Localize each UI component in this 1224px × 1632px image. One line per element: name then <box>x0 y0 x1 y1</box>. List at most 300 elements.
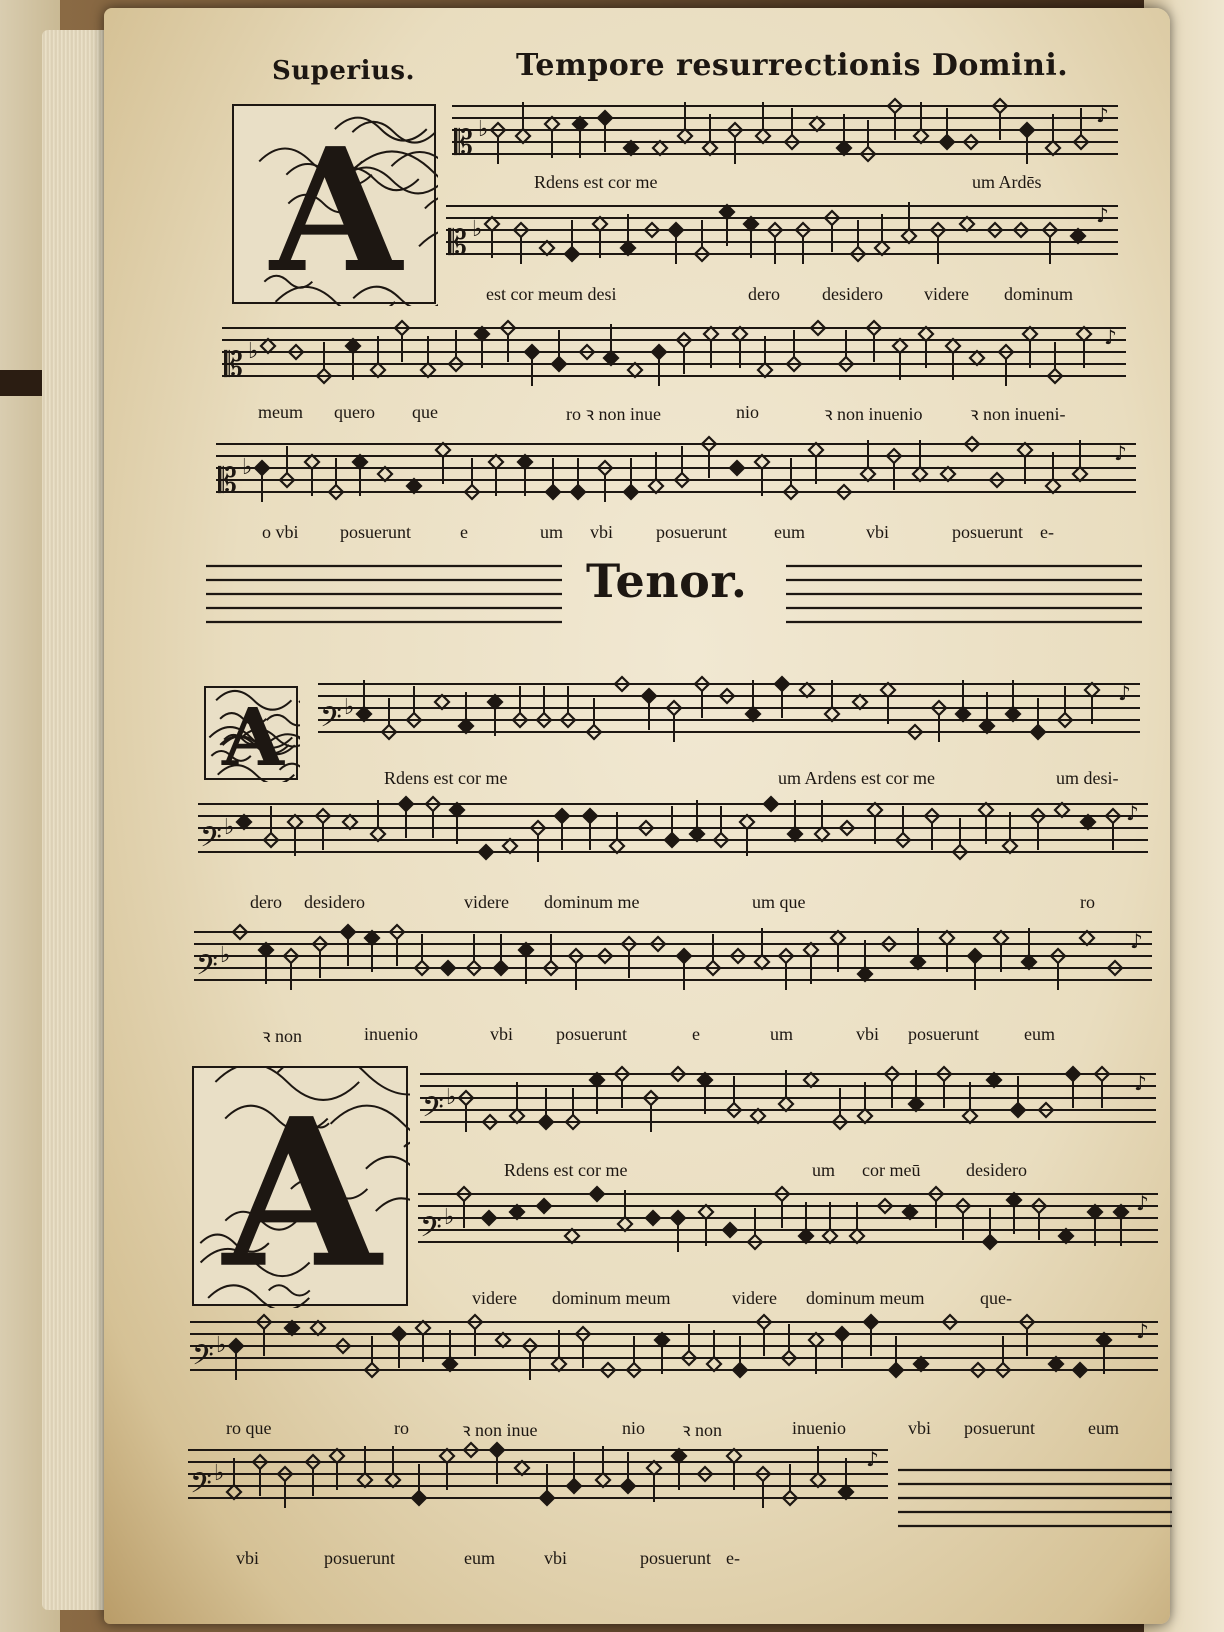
note-head <box>565 247 579 261</box>
f-clef-icon: 𝄢 <box>320 701 342 741</box>
lyric-syllable: ꝛ non <box>262 1026 303 1046</box>
note-head <box>540 241 554 255</box>
lyric-syllable: um Ardens est cor me <box>778 768 935 788</box>
note-head <box>956 707 970 721</box>
note-head <box>723 1223 737 1237</box>
note-head <box>288 815 302 829</box>
lyric-syllable: dero <box>250 892 282 912</box>
note-head <box>518 455 532 469</box>
note-head <box>825 707 839 721</box>
note-head <box>510 1205 524 1219</box>
note-head <box>839 1485 853 1499</box>
lyric-syllable: posuerunt <box>340 522 411 542</box>
note-head <box>804 1073 818 1087</box>
note-head <box>494 961 508 975</box>
music-staff <box>420 1064 1156 1142</box>
note-head <box>441 961 455 975</box>
lyric-syllable: vbi <box>908 1418 932 1438</box>
note-head <box>285 1321 299 1335</box>
lyric-syllable: ꝛ non <box>682 1420 723 1440</box>
custos-icon: ♪ <box>1096 203 1109 227</box>
note-head <box>515 1461 529 1475</box>
note-head <box>510 1109 524 1123</box>
note-head <box>853 695 867 709</box>
note-head <box>546 485 560 499</box>
lyric-syllable: videre <box>732 1288 777 1308</box>
note-head <box>450 803 464 817</box>
note-head <box>540 1491 554 1505</box>
note-head <box>913 467 927 481</box>
lyric-syllable: dominum me <box>544 892 640 912</box>
note-head <box>903 1205 917 1219</box>
lyric-syllable: vbi <box>544 1548 568 1568</box>
note-head <box>810 117 824 131</box>
initial-letter: A <box>270 111 402 306</box>
note-head <box>698 1073 712 1087</box>
custos-icon: ♪ <box>1118 681 1131 705</box>
note-head <box>227 1485 241 1499</box>
music-staff <box>446 196 1118 274</box>
note-head <box>775 677 789 691</box>
note-head <box>987 1073 1001 1087</box>
note-head <box>678 129 692 143</box>
note-head <box>496 1333 510 1347</box>
flat-sign-icon: ♭ <box>344 695 355 720</box>
lyric-syllable: ꝛ non inuenio <box>824 404 923 424</box>
music-staff <box>318 674 1140 752</box>
note-head <box>788 827 802 841</box>
note-head <box>459 719 473 733</box>
lyric-syllable: dominum meum <box>806 1288 925 1308</box>
note-head <box>229 1339 243 1353</box>
note-head <box>552 357 566 371</box>
note-head <box>642 689 656 703</box>
note-head <box>365 931 379 945</box>
custos-icon: ♪ <box>1096 103 1109 127</box>
lyric-syllable: Rdens est cor me <box>504 1160 628 1180</box>
note-head <box>392 1327 406 1341</box>
f-clef-icon: 𝄢 <box>196 949 218 989</box>
note-head <box>1003 839 1017 853</box>
lyric-syllable: inuenio <box>792 1418 846 1438</box>
lyric-syllable: nio <box>736 402 760 422</box>
note-head <box>565 1229 579 1243</box>
note-head <box>1022 955 1036 969</box>
note-head <box>672 1449 686 1463</box>
note-head <box>835 1327 849 1341</box>
note-head <box>858 1109 872 1123</box>
note-head <box>516 129 530 143</box>
lyric-syllable: vbi <box>236 1548 260 1568</box>
note-head <box>371 363 385 377</box>
note-head <box>911 955 925 969</box>
note-head <box>914 1357 928 1371</box>
lyric-syllable: vbi <box>590 522 614 542</box>
note-head <box>963 1109 977 1123</box>
decorated-initial-a-small <box>204 686 298 780</box>
note-head <box>799 1229 813 1243</box>
lyric-syllable: desidero <box>822 284 883 304</box>
note-head <box>435 695 449 709</box>
lyric-syllable: videre <box>924 284 969 304</box>
note-head <box>740 815 754 829</box>
note-head <box>655 1333 669 1347</box>
lyric-syllable: videre <box>472 1288 517 1308</box>
lyric-syllable: Rdens est cor me <box>534 172 658 192</box>
note-head <box>751 1109 765 1123</box>
lyric-syllable: inuenio <box>364 1024 418 1044</box>
note-head <box>733 1363 747 1377</box>
music-staff <box>194 922 1152 1000</box>
lyric-syllable: ꝛ non inueni- <box>970 404 1066 424</box>
note-head <box>946 339 960 353</box>
part-label-superius: Superius. <box>272 56 416 86</box>
note-head <box>800 683 814 697</box>
part-label-tenor: Tenor. <box>586 554 748 608</box>
lyric-syllable: que- <box>980 1288 1012 1308</box>
woodcut-ornament-icon <box>234 106 438 306</box>
lyric-syllable: nio <box>622 1418 646 1438</box>
lyric-syllable: dominum <box>1004 284 1074 304</box>
flat-sign-icon: ♭ <box>216 1333 227 1358</box>
note-head <box>490 1443 504 1457</box>
initial-letter: A <box>222 690 284 782</box>
note-head <box>590 1187 604 1201</box>
lyric-syllable: vbi <box>490 1024 514 1044</box>
custos-icon: ♪ <box>1130 929 1143 953</box>
note-head <box>960 217 974 231</box>
note-head <box>979 803 993 817</box>
lyric-syllable: um <box>770 1024 794 1044</box>
note-head <box>305 455 319 469</box>
note-head <box>815 827 829 841</box>
lyric-syllable: um que <box>752 892 806 912</box>
note-head <box>1114 1205 1128 1219</box>
note-head <box>983 1235 997 1249</box>
note-head <box>412 1491 426 1505</box>
note-head <box>707 1357 721 1371</box>
note-head <box>1066 1067 1080 1081</box>
note-head <box>652 345 666 359</box>
c-clef-icon: 𝄡 <box>448 223 467 263</box>
note-head <box>1006 707 1020 721</box>
note-head <box>311 1321 325 1335</box>
lyric-syllable: posuerunt <box>556 1024 627 1044</box>
note-head <box>343 815 357 829</box>
lyric-syllable: posuerunt <box>964 1418 1035 1438</box>
note-head <box>755 955 769 969</box>
note-head <box>764 797 778 811</box>
lyric-syllable: eum <box>1088 1418 1119 1438</box>
lyric-syllable: posuerunt <box>908 1024 979 1044</box>
note-head <box>1020 123 1034 137</box>
f-clef-icon: 𝄢 <box>420 1211 442 1251</box>
note-head <box>881 683 895 697</box>
note-head <box>537 1199 551 1213</box>
note-head <box>1055 803 1069 817</box>
note-head <box>353 455 367 469</box>
note-head <box>440 1449 454 1463</box>
note-head <box>671 1211 685 1225</box>
note-head <box>730 461 744 475</box>
lyric-syllable: eum <box>464 1548 495 1568</box>
note-head <box>416 1321 430 1335</box>
note-head <box>1081 815 1095 829</box>
note-head <box>1088 1205 1102 1219</box>
note-head <box>861 467 875 481</box>
f-clef-icon: 𝄢 <box>190 1467 212 1507</box>
note-head <box>994 931 1008 945</box>
custos-icon: ♪ <box>1136 1319 1149 1343</box>
note-head <box>699 1205 713 1219</box>
note-head <box>809 443 823 457</box>
note-head <box>875 241 889 255</box>
woodcut-ornament-icon <box>206 688 300 782</box>
f-clef-icon: 𝄢 <box>422 1091 444 1131</box>
note-head <box>1007 1193 1021 1207</box>
note-head <box>525 345 539 359</box>
custos-icon: ♪ <box>1114 441 1127 465</box>
decorated-initial-a <box>232 104 436 304</box>
note-head <box>590 1073 604 1087</box>
note-head <box>503 839 517 853</box>
note-head <box>646 1211 660 1225</box>
note-head <box>628 363 642 377</box>
lyric-syllable: ro ꝛ non inue <box>566 404 662 424</box>
custos-icon: ♪ <box>1104 325 1117 349</box>
note-head <box>864 1315 878 1329</box>
note-head <box>968 949 982 963</box>
note-head <box>677 949 691 963</box>
decorated-initial-a <box>192 1066 408 1306</box>
note-head <box>618 1217 632 1231</box>
note-head <box>733 327 747 341</box>
flat-sign-icon: ♭ <box>220 943 231 968</box>
lyric-syllable: ro <box>1080 892 1095 912</box>
note-head <box>421 363 435 377</box>
music-staff <box>222 318 1126 396</box>
note-head <box>485 217 499 231</box>
note-head <box>624 485 638 499</box>
note-head <box>1011 1103 1025 1117</box>
note-head <box>567 1479 581 1493</box>
c-clef-icon: 𝄡 <box>218 461 237 501</box>
note-head <box>573 117 587 131</box>
f-clef-icon: 𝄢 <box>200 821 222 861</box>
flat-sign-icon: ♭ <box>446 1085 457 1110</box>
flat-sign-icon: ♭ <box>444 1205 455 1230</box>
lyric-syllable: cor meū <box>862 1160 921 1180</box>
lyric-syllable: posuerunt <box>952 522 1023 542</box>
note-head <box>552 1357 566 1371</box>
note-head <box>889 1363 903 1377</box>
note-head <box>831 931 845 945</box>
note-head <box>407 479 421 493</box>
note-head <box>346 339 360 353</box>
note-head <box>1097 1333 1111 1347</box>
note-head <box>1085 683 1099 697</box>
note-head <box>1080 931 1094 945</box>
note-head <box>479 845 493 859</box>
note-head <box>1046 141 1060 155</box>
flat-sign-icon: ♭ <box>224 815 235 840</box>
lyric-syllable: que <box>412 402 438 422</box>
note-head <box>1018 443 1032 457</box>
lyric-syllable: e- <box>726 1548 740 1568</box>
lyric-syllable: um <box>540 522 564 542</box>
note-head <box>858 967 872 981</box>
note-head <box>545 117 559 131</box>
lyric-syllable: dero <box>748 284 780 304</box>
lyric-syllable: ꝛ non inue <box>462 1420 538 1440</box>
note-head <box>940 931 954 945</box>
note-head <box>1031 725 1045 739</box>
lyric-syllable: um <box>812 1160 836 1180</box>
custos-icon: ♪ <box>866 1447 879 1471</box>
lyric-syllable: ro que <box>226 1418 272 1438</box>
note-head <box>755 455 769 469</box>
note-head <box>746 707 760 721</box>
flat-sign-icon: ♭ <box>478 117 489 142</box>
note-head <box>583 809 597 823</box>
note-head <box>704 327 718 341</box>
note-head <box>624 141 638 155</box>
note-head <box>893 339 907 353</box>
note-head <box>519 943 533 957</box>
page-title: Tempore resurrectionis Domini. <box>516 48 1069 83</box>
note-head <box>909 1097 923 1111</box>
note-head <box>358 1473 372 1487</box>
lyric-syllable: vbi <box>856 1024 880 1044</box>
note-head <box>1071 229 1085 243</box>
note-head <box>489 455 503 469</box>
note-head <box>1023 327 1037 341</box>
flat-sign-icon: ♭ <box>248 339 259 364</box>
lyric-syllable: posuerunt <box>324 1548 395 1568</box>
c-clef-icon: 𝄡 <box>454 123 473 163</box>
lyric-syllable: um desi- <box>1056 768 1119 788</box>
note-head <box>941 467 955 481</box>
note-head <box>914 129 928 143</box>
lyric-syllable: posuerunt <box>656 522 727 542</box>
note-head <box>604 351 618 365</box>
note-head <box>727 1449 741 1463</box>
note-head <box>330 1449 344 1463</box>
note-head <box>610 839 624 853</box>
note-head <box>386 1473 400 1487</box>
lyric-syllable: dominum meum <box>552 1288 671 1308</box>
lyric-syllable: videre <box>464 892 509 912</box>
note-head <box>868 803 882 817</box>
note-head <box>261 339 275 353</box>
note-head <box>539 1115 553 1129</box>
lyric-syllable: um Ardēs <box>972 172 1042 192</box>
note-head <box>665 833 679 847</box>
note-head <box>647 1461 661 1475</box>
lyric-syllable: e <box>460 522 468 542</box>
music-staff <box>452 96 1118 174</box>
music-staff <box>216 434 1136 512</box>
lyric-syllable: o vbi <box>262 522 299 542</box>
note-head <box>255 461 269 475</box>
music-staff <box>198 794 1148 872</box>
note-head <box>1046 479 1060 493</box>
note-head <box>1059 1229 1073 1243</box>
note-head <box>703 141 717 155</box>
flat-sign-icon: ♭ <box>242 455 253 480</box>
empty-staff-left <box>206 562 562 626</box>
empty-staff-right <box>786 562 1142 626</box>
note-head <box>669 223 683 237</box>
lyric-syllable: desidero <box>304 892 365 912</box>
note-head <box>756 129 770 143</box>
music-staff <box>418 1184 1158 1262</box>
note-head <box>621 1479 635 1493</box>
lyric-syllable: vbi <box>866 522 890 542</box>
custos-icon: ♪ <box>1126 801 1139 825</box>
note-head <box>902 229 916 243</box>
lyric-syllable: eum <box>1024 1024 1055 1044</box>
lyric-syllable: posuerunt <box>640 1548 711 1568</box>
note-head <box>357 707 371 721</box>
note-head <box>443 1357 457 1371</box>
lyric-syllable: desidero <box>966 1160 1027 1180</box>
flat-sign-icon: ♭ <box>472 217 483 242</box>
note-head <box>237 815 251 829</box>
note-head <box>378 467 392 481</box>
lyric-syllable: e <box>692 1024 700 1044</box>
note-head <box>488 695 502 709</box>
music-staff <box>190 1312 1158 1390</box>
woodcut-ornament-icon <box>194 1068 410 1308</box>
note-head <box>475 327 489 341</box>
empty-staff-final <box>898 1466 1172 1530</box>
lyric-syllable: Rdens est cor me <box>384 768 508 788</box>
lyric-syllable: meum <box>258 402 303 422</box>
note-head <box>980 719 994 733</box>
note-head <box>1073 467 1087 481</box>
c-clef-icon: 𝄡 <box>224 345 243 385</box>
note-head <box>482 1211 496 1225</box>
note-head <box>758 363 772 377</box>
note-head <box>259 943 273 957</box>
note-head <box>593 217 607 231</box>
note-head <box>1049 1357 1063 1371</box>
note-head <box>970 351 984 365</box>
music-staff <box>188 1440 888 1518</box>
note-head <box>1077 327 1091 341</box>
note-head <box>744 217 758 231</box>
note-head <box>621 241 635 255</box>
note-head <box>596 1473 610 1487</box>
initial-letter: A <box>222 1073 382 1308</box>
note-head <box>649 479 663 493</box>
lyric-syllable: eum <box>774 522 805 542</box>
note-head <box>850 1229 864 1243</box>
custos-icon: ♪ <box>1136 1191 1149 1215</box>
note-head <box>919 327 933 341</box>
note-head <box>804 943 818 957</box>
note-head <box>571 485 585 499</box>
note-head <box>811 1473 825 1487</box>
lyric-syllable: ro <box>394 1418 409 1438</box>
lyric-syllable: e- <box>1040 522 1054 542</box>
note-head <box>809 1333 823 1347</box>
note-head <box>653 141 667 155</box>
note-head <box>940 135 954 149</box>
note-head <box>399 797 413 811</box>
note-head <box>371 827 385 841</box>
